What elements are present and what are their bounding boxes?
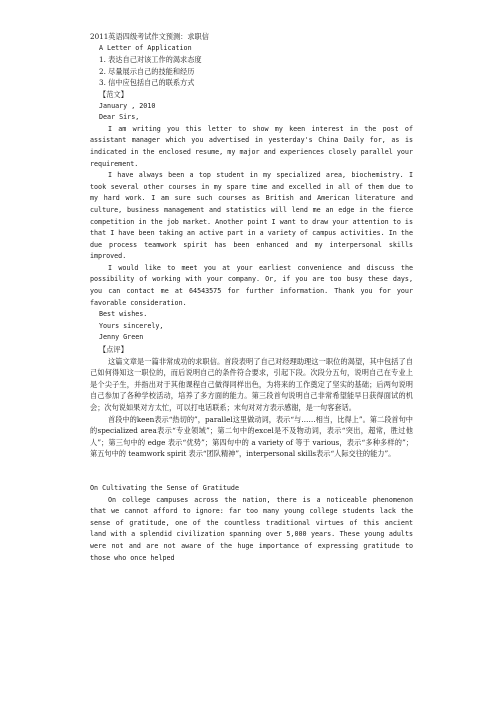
letter-closing: Best wishes. (99, 310, 148, 319)
letter-paragraph: I would like to meet you at your earliest convenience and discuss the possibility of working with your company. Or, if you are too busy these days, you can contact me at 64543575 for further information. Thank you for your favorable consideration. (90, 263, 413, 307)
sample-label: 【范文】 (99, 89, 128, 99)
letter-heading: A Letter of Application (99, 43, 192, 52)
document-body (90, 31, 413, 564)
document-title: 2011英语四级考试作文预测：求职信 (90, 32, 209, 41)
letter-paragraph: I am writing you this letter to show my keen interest in the post of assistant manager which you advertised in yesterday's China Daily for, as is indicated in the enclosed resume, my major and experiences closely parallel your requirement. (90, 124, 413, 168)
comment-label: 【点评】 (99, 345, 128, 355)
letter-signature: Jenny Green (99, 333, 144, 342)
comment-paragraph: 这篇文章是一篇非常成功的求职信。首段表明了自己对经理助理这一职位的渴望，其中包括了自己如何得知这一职位的，而后说明自己的条件符合要求，引起下段。次段分五句，说明自己在专业上是个尖子生，并指出对于其他课程自己做得同样出色，为将来的工作奠定了坚实的基础；后两句说明自己参加了各种学校活动，培养了多方面的能力。第三段首句说明自己非常希望能早日获得面试的机会；次句说如果对方太忙，可以打电话联系；末句对对方表示感谢，是一句客套话。 (90, 356, 413, 412)
requirement-item: 3. 信中应包括自己的联系方式 (99, 78, 195, 88)
letter-paragraph: I have always been a top student in my specialized area, biochemistry. I took several other courses in my spare time and excelled in all of them due to my hard work. I am sure such courses as British and American literature and culture, business management and statistics will lend me an edge in the fierce competition in the job market. Another point I want to draw your attention to is that I have been taking an active part in a variety of campus activities. In the due process teamwork spirit has been enhanced and my interpersonal skills improved. (90, 171, 413, 261)
letter-salutation: Dear Sirs, (99, 113, 140, 122)
letter-closing: Yours sincerely, (99, 321, 164, 330)
requirement-item: 1. 表达自己对该工作的渴求态度 (99, 55, 202, 65)
section-title: On Cultivating the Sense of Gratitude (90, 483, 239, 492)
letter-date: January , 2010 (99, 101, 156, 110)
section-paragraph: On college campuses across the nation, there is a noticeable phenomenon that we cannot afford to ignore: far too many young college students lack the sense of gratitude, one of the countless traditional virtues of this ancient land with a splendid civilization spanning over 5,000 years. These young adults were not and are not aware of the huge importance of expressing gratitude to those who once helped (90, 495, 413, 562)
section-spacer (90, 460, 413, 483)
requirement-item: 2. 尽量展示自己的技能和经历 (99, 66, 195, 76)
comment-paragraph: 首段中的keen表示“热切的”，parallel这里做动词，表示“与……相当，比得上”。第二段首句中的specialized area表示“专业领域”；第二句中的excel是不及物动词，表示“突出，超常，胜过他人”；第三句中的 edge 表示“优势”；第四句中的 a variety of 等于 various，表示“多种多样的”；第五句中的 teamwork spirit 表示“团队精神”，interpersonal skills表示“人际交往的能力”。 (90, 414, 413, 459)
